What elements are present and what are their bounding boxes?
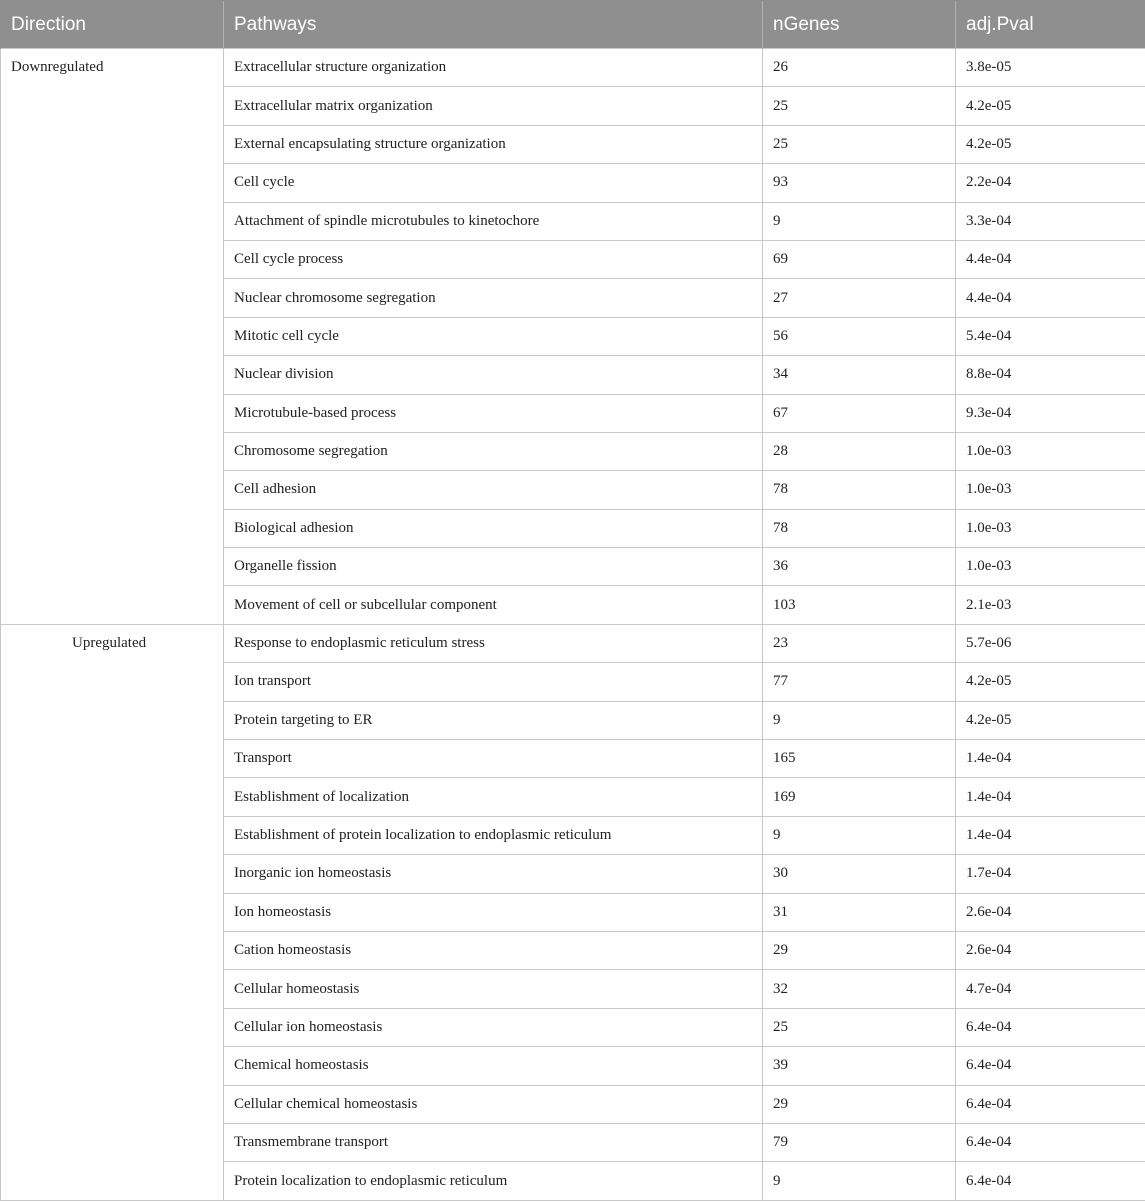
ngenes-cell: 77 <box>763 663 956 701</box>
ngenes-cell: 28 <box>763 432 956 470</box>
ngenes-cell: 78 <box>763 509 956 547</box>
ngenes-cell: 31 <box>763 893 956 931</box>
pathway-cell: Extracellular matrix organization <box>224 87 763 125</box>
table-body <box>1 49 1145 1201</box>
adj-pval-cell: 1.0e-03 <box>956 509 1145 547</box>
pathway-cell: Nuclear division <box>224 356 763 394</box>
adj-pval-cell: 6.4e-04 <box>956 1123 1145 1161</box>
ngenes-cell: 103 <box>763 586 956 624</box>
pathway-cell: Mitotic cell cycle <box>224 317 763 355</box>
ngenes-cell: 34 <box>763 356 956 394</box>
pathway-cell: Organelle fission <box>224 548 763 586</box>
adj-pval-cell: 8.8e-04 <box>956 356 1145 394</box>
pathway-cell: Establishment of protein localization to endoplasmic reticulum <box>224 816 763 854</box>
adj-pval-cell: 5.7e-06 <box>956 624 1145 662</box>
ngenes-cell: 25 <box>763 125 956 163</box>
adj-pval-cell: 5.4e-04 <box>956 317 1145 355</box>
table-header <box>1 1 1145 49</box>
ngenes-cell: 25 <box>763 1008 956 1046</box>
adj-pval-cell: 4.2e-05 <box>956 701 1145 739</box>
adj-pval-cell: 1.0e-03 <box>956 432 1145 470</box>
adj-pval-cell: 3.3e-04 <box>956 202 1145 240</box>
ngenes-cell: 9 <box>763 816 956 854</box>
ngenes-cell: 9 <box>763 1162 956 1200</box>
adj-pval-cell: 1.7e-04 <box>956 855 1145 893</box>
ngenes-cell: 9 <box>763 202 956 240</box>
adj-pval-cell: 1.4e-04 <box>956 778 1145 816</box>
header-direction: Direction <box>1 1 224 49</box>
ngenes-cell: 27 <box>763 279 956 317</box>
adj-pval-cell: 2.1e-03 <box>956 586 1145 624</box>
adj-pval-cell: 4.2e-05 <box>956 663 1145 701</box>
adj-pval-cell: 2.6e-04 <box>956 893 1145 931</box>
adj-pval-cell: 3.8e-05 <box>956 49 1145 87</box>
pathway-cell: Protein localization to endoplasmic reticulum <box>224 1162 763 1200</box>
ngenes-cell: 69 <box>763 240 956 278</box>
adj-pval-cell: 4.7e-04 <box>956 970 1145 1008</box>
header-ngenes: nGenes <box>763 1 956 49</box>
pathway-cell: Cell adhesion <box>224 471 763 509</box>
ngenes-cell: 30 <box>763 855 956 893</box>
ngenes-cell: 169 <box>763 778 956 816</box>
adj-pval-cell: 2.6e-04 <box>956 931 1145 969</box>
pathway-cell: External encapsulating structure organization <box>224 125 763 163</box>
pathway-cell: Biological adhesion <box>224 509 763 547</box>
adj-pval-cell: 4.4e-04 <box>956 240 1145 278</box>
adj-pval-cell: 1.4e-04 <box>956 740 1145 778</box>
pathway-cell: Transmembrane transport <box>224 1123 763 1161</box>
pathway-cell: Cell cycle <box>224 164 763 202</box>
pathway-cell: Cellular ion homeostasis <box>224 1008 763 1046</box>
pathway-cell: Attachment of spindle microtubules to kinetochore <box>224 202 763 240</box>
direction-cell: Upregulated <box>1 624 224 1200</box>
pathway-cell: Establishment of localization <box>224 778 763 816</box>
ngenes-cell: 32 <box>763 970 956 1008</box>
ngenes-cell: 29 <box>763 931 956 969</box>
ngenes-cell: 93 <box>763 164 956 202</box>
ngenes-cell: 23 <box>763 624 956 662</box>
pathway-cell: Response to endoplasmic reticulum stress <box>224 624 763 662</box>
table-row <box>1 49 1145 87</box>
adj-pval-cell: 2.2e-04 <box>956 164 1145 202</box>
header-pathways: Pathways <box>224 1 763 49</box>
adj-pval-cell: 1.0e-03 <box>956 548 1145 586</box>
adj-pval-cell: 6.4e-04 <box>956 1085 1145 1123</box>
pathway-cell: Ion homeostasis <box>224 893 763 931</box>
pathway-cell: Cell cycle process <box>224 240 763 278</box>
pathway-cell: Inorganic ion homeostasis <box>224 855 763 893</box>
ngenes-cell: 36 <box>763 548 956 586</box>
ngenes-cell: 165 <box>763 740 956 778</box>
adj-pval-cell: 1.0e-03 <box>956 471 1145 509</box>
pathway-cell: Transport <box>224 740 763 778</box>
adj-pval-cell: 6.4e-04 <box>956 1047 1145 1085</box>
adj-pval-cell: 4.2e-05 <box>956 125 1145 163</box>
header-row <box>1 1 1145 49</box>
ngenes-cell: 39 <box>763 1047 956 1085</box>
ngenes-cell: 26 <box>763 49 956 87</box>
pathway-cell: Cation homeostasis <box>224 931 763 969</box>
adj-pval-cell: 9.3e-04 <box>956 394 1145 432</box>
ngenes-cell: 29 <box>763 1085 956 1123</box>
table-row <box>1 624 1145 662</box>
pathway-cell: Protein targeting to ER <box>224 701 763 739</box>
adj-pval-cell: 4.4e-04 <box>956 279 1145 317</box>
pathway-cell: Chromosome segregation <box>224 432 763 470</box>
adj-pval-cell: 1.4e-04 <box>956 816 1145 854</box>
ngenes-cell: 67 <box>763 394 956 432</box>
pathway-cell: Movement of cell or subcellular component <box>224 586 763 624</box>
pathway-cell: Nuclear chromosome segregation <box>224 279 763 317</box>
ngenes-cell: 56 <box>763 317 956 355</box>
header-adj-pval: adj.Pval <box>956 1 1145 49</box>
pathway-cell: Ion transport <box>224 663 763 701</box>
ngenes-cell: 25 <box>763 87 956 125</box>
pathway-cell: Chemical homeostasis <box>224 1047 763 1085</box>
adj-pval-cell: 4.2e-05 <box>956 87 1145 125</box>
direction-cell: Downregulated <box>1 49 224 625</box>
ngenes-cell: 79 <box>763 1123 956 1161</box>
pathway-cell: Microtubule-based process <box>224 394 763 432</box>
adj-pval-cell: 6.4e-04 <box>956 1008 1145 1046</box>
adj-pval-cell: 6.4e-04 <box>956 1162 1145 1200</box>
ngenes-cell: 9 <box>763 701 956 739</box>
pathway-cell: Cellular homeostasis <box>224 970 763 1008</box>
pathway-cell: Extracellular structure organization <box>224 49 763 87</box>
pathway-cell: Cellular chemical homeostasis <box>224 1085 763 1123</box>
ngenes-cell: 78 <box>763 471 956 509</box>
